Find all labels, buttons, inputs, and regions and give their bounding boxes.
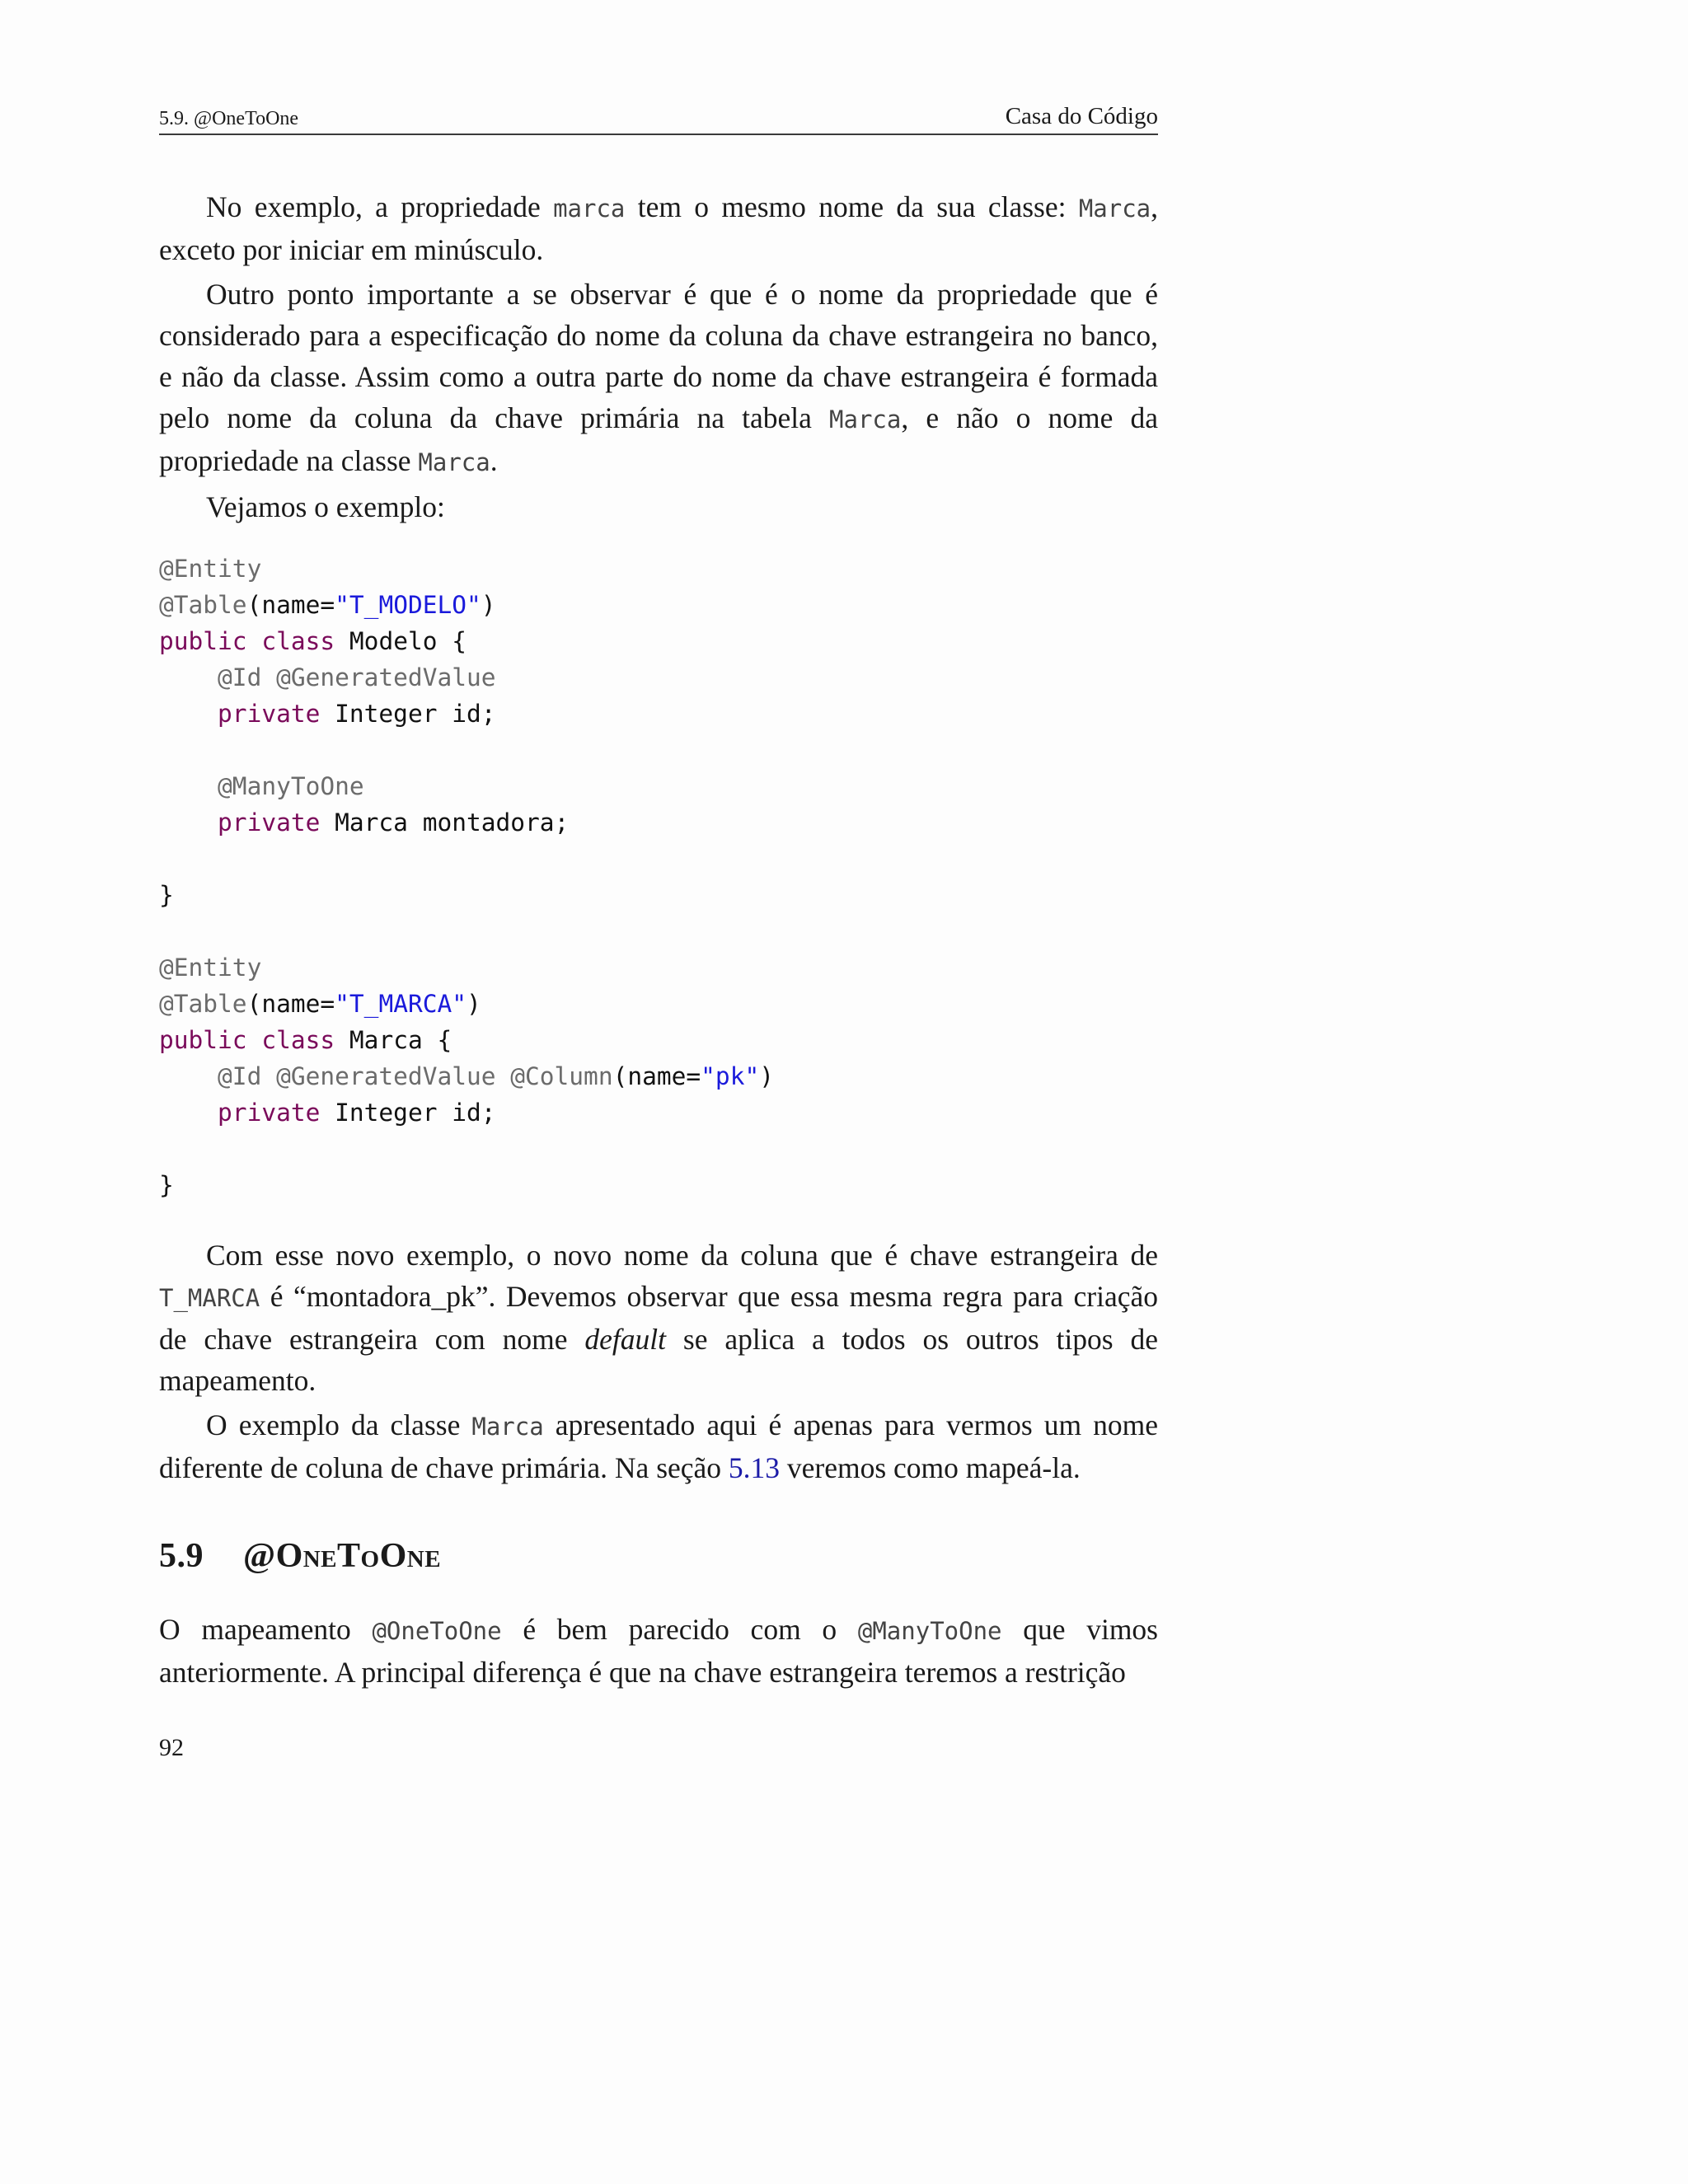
inline-code: Marca [418,448,490,476]
inline-code: @OneToOne [372,1617,502,1645]
inline-code: Marca [1078,194,1151,223]
code-listing-marca: @Entity @Table(name="T_MARCA") public class Marca { @Id @GeneratedValue @Column(name="pk") private Integer id; } [159,954,774,1199]
running-header [159,97,1158,135]
paragraph-6: O mapeamento @OneToOne é bem parecido com o @ManyToOne que vimos anteriormente. A principal diferença é que na chave estrangeira teremos a restrição [159,1613,1158,1689]
header-section-ref: 5.9. @OneToOne [159,108,299,129]
section-number: 5.9 [159,1537,204,1575]
section-body [159,1609,1158,1696]
paragraph-3: Vejamos o exemplo: [206,490,445,523]
inline-code: marca [553,194,626,223]
header-book-title: Casa do Código [1005,103,1158,129]
body-text-lower [159,1235,1158,1492]
paragraph-4: Com esse novo exemplo, o novo nome da coluna que é chave estrangeira de T_MARCA é “montadora_pk”. Devemos observar que essa mesma regra para criação de chave estrangeira com nome default se aplica a todos os outros tipos de mapeamento. [159,1239,1158,1397]
code-listing-modelo: @Entity @Table(name="T_MODELO") public class Modelo { @Id @GeneratedValue private Integer id; @ManyToOne private Marca montadora; } [159,555,570,909]
paragraph-1: No exemplo, a propriedade marca tem o mesmo nome da sua classe: Marca, exceto por iniciar em minúsculo. [159,190,1158,266]
section-link[interactable]: 5.13 [728,1451,781,1484]
inline-code: T_MARCA [159,1284,260,1312]
page-number: 92 [159,1734,184,1761]
paragraph-2: Outro ponto importante a se observar é que é o nome da propriedade que é considerado para a especificação do nome da coluna da chave estrangeira no banco, e não da classe. Assim como a outra parte do nome da chave estrangeira é formada pelo nome da coluna da chave primária na tabela Marca, e não o nome da propriedade na classe Marca. [159,278,1159,477]
paragraph-5: O exemplo da classe Marca apresentado aqui é apenas para vermos um nome diferente de coluna de chave primária. Na seção 5.13 veremos como mapeá-la. [159,1408,1158,1484]
inline-code: Marca [471,1413,544,1441]
inline-code: Marca [829,405,902,434]
inline-code: @ManyToOne [857,1617,1002,1645]
section-title: @OneToOne [243,1537,442,1575]
section-heading [159,1536,441,1576]
body-text-upper [159,186,1158,531]
